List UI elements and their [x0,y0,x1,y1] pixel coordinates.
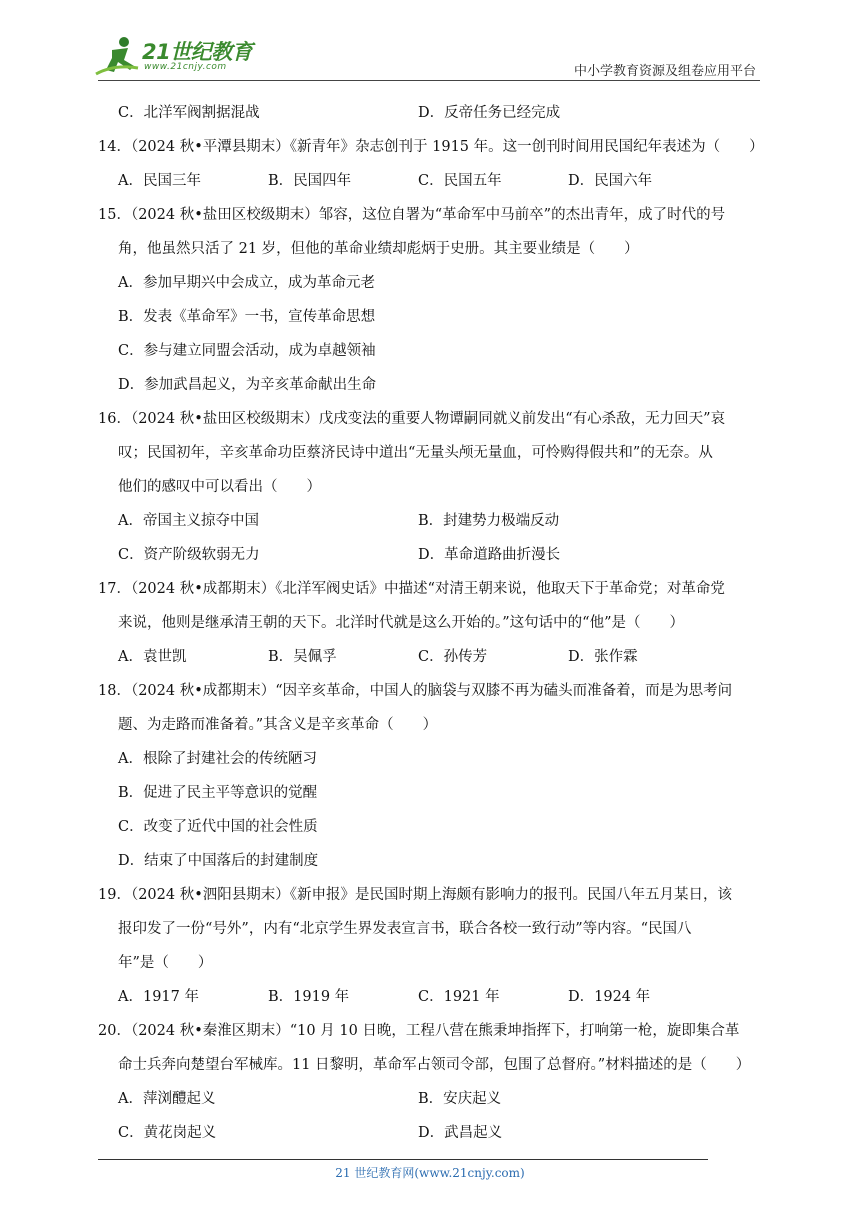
option-c: C．黄花岗起义 [118,1125,217,1141]
option-c: C．参与建立同盟会活动，成为卓越领袖 [118,343,376,359]
option-a: A．袁世凯 [118,649,187,665]
question-17-stem-cont: 来说，他则是继承清王朝的天下。北洋时代就是这么开始的。”这句话中的“他”是（ ） [118,615,684,631]
option-d: D．张作霖 [568,649,638,665]
option-a: A．民国三年 [118,173,201,189]
option-d: D．革命道路曲折漫长 [418,547,561,563]
question-14-stem: 14．（2024 秋•平潭县期末）《新青年》杂志创刊于 1915 年。这一创刊时间用民国纪年表述为（ ） [98,139,764,155]
question-16-stem-cont: 他们的感叹中可以看出（ ） [118,479,321,495]
option-c: C．北洋军阀割据混战 [118,105,260,121]
question-20-stem: 20．（2024 秋•秦淮区期末）“10 月 10 日晚，工程八营在熊秉坤指挥下，打响第一枪，旋即集合革 [98,1023,740,1039]
option-d: D．民国六年 [568,173,653,189]
question-20-options-row1 [98,1082,768,1116]
option-c: C．资产阶级软弱无力 [118,547,260,563]
option-b: B．1919 年 [268,989,350,1005]
site-logo [94,34,264,78]
question-17-stem: 17．（2024 秋•成都期末）《北洋军阀史话》中描述“对清王朝来说，他取天下于革命党；对革命党 [98,581,725,597]
question-20-stem-cont: 命士兵奔向楚望台军械库。11 日黎明，革命军占领司令部，包围了总督府。”材料描述的是（ ） [118,1057,751,1073]
question-16-options-row2 [98,538,768,572]
question-15-stem: 15．（2024 秋•盐田区校级期末）邹容，这位自署为“革命军中马前卒”的杰出青年，成了时代的号 [98,207,726,223]
option-b: B．发表《革命军》一书，宣传革命思想 [118,309,376,325]
question-18-stem-cont: 题、为走路而准备着。”其含义是辛亥革命（ ） [118,717,438,733]
option-a: A．萍浏醴起义 [118,1091,216,1107]
option-b: B．民国四年 [268,173,352,189]
question-15-stem-cont: 角，他虽然只活了 21 岁，但他的革命业绩却彪炳于史册。其主要业绩是（ ） [118,241,639,257]
platform-title: 中小学教育资源及组卷应用平台 [573,64,756,79]
option-c: C．改变了近代中国的社会性质 [118,819,318,835]
question-19-stem-cont: 报印发了一份“号外”，内有“北京学生界发表宣言书，联合各校一致行动”等内容。“民国八 [118,921,692,937]
logo-url: www.21cnjy.com [144,62,227,72]
option-c: C．1921 年 [418,989,500,1005]
question-20-options-row2 [98,1116,768,1150]
header-divider [98,80,760,81]
footer-divider [98,1159,708,1160]
question-list [98,96,768,1150]
option-b: B．封建势力极端反动 [418,513,560,529]
question-18-stem: 18．（2024 秋•成都期末）“因辛亥革命，中国人的脑袋与双膝不再为磕头而准备着，而是为思考问 [98,683,733,699]
option-b: B．安庆起义 [418,1091,502,1107]
option-c: C．民国五年 [418,173,502,189]
question-17-options [98,640,768,674]
option-b: B．吴佩孚 [268,649,337,665]
logo-text: 21世纪教育 [142,40,253,64]
option-d: D．武昌起义 [418,1125,503,1141]
question-16-stem: 16．（2024 秋•盐田区校级期末）戊戌变法的重要人物谭嗣同就义前发出“有心杀敌，无力回天”哀 [98,411,726,427]
option-a: A．帝国主义掠夺中国 [118,513,259,529]
runner-logo-icon [94,34,144,78]
option-d: D．参加武昌起义，为辛亥革命献出生命 [118,377,377,393]
option-a: A．1917 年 [118,989,199,1005]
option-d: D．1924 年 [568,989,651,1005]
option-b: B．促进了民主平等意识的觉醒 [118,785,318,801]
question-14-options [98,164,768,198]
option-d: D．反帝任务已经完成 [418,105,561,121]
question-19-options [98,980,768,1014]
question-19-stem-cont: 年”是（ ） [118,955,213,971]
option-c: C．孙传芳 [418,649,488,665]
page-header [0,0,860,80]
option-a: A．根除了封建社会的传统陋习 [118,751,317,767]
question-16-stem-cont: 叹；民国初年，辛亥革命功臣蔡济民诗中道出“无量头颅无量血，可怜购得假共和”的无奈。从 [118,445,713,461]
prev-question-options [98,96,768,130]
question-19-stem: 19．（2024 秋•泗阳县期末）《新申报》是民国时期上海颇有影响力的报刊。民国八年五月某日，该 [98,887,733,903]
question-16-options-row1 [98,504,768,538]
page-footer: 21 世纪教育网(www.21cnjy.com) [335,1166,525,1180]
option-d: D．结束了中国落后的封建制度 [118,853,319,869]
option-a: A．参加早期兴中会成立，成为革命元老 [118,275,375,291]
